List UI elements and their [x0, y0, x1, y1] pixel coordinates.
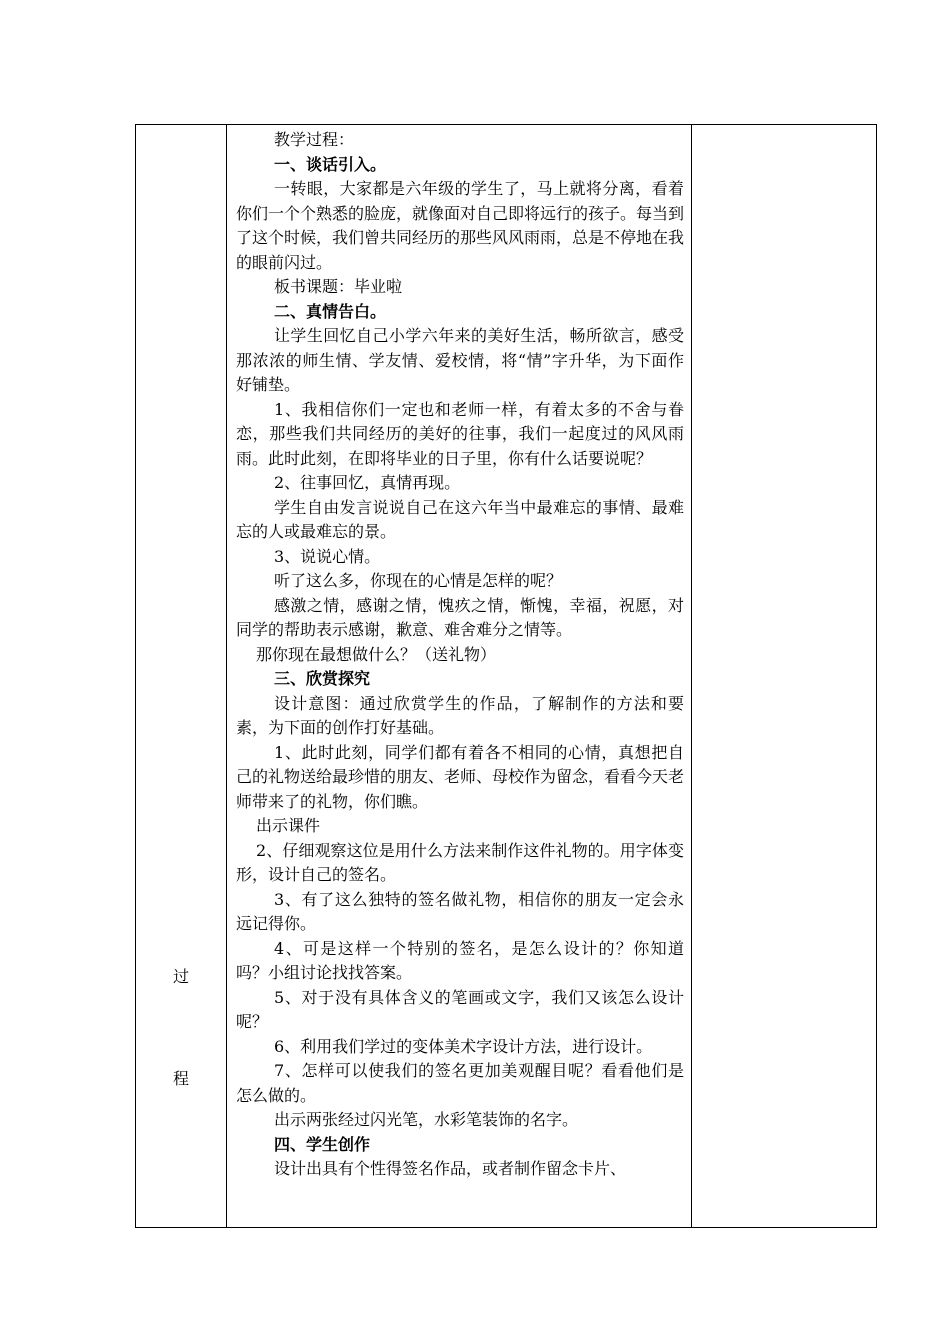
paragraph: 感激之情，感谢之情，愧疚之情，惭愧，幸福，祝愿，对同学的帮助表示感谢，歉意、难舍难分之情等。 [236, 595, 684, 639]
paragraph: 教学过程： [274, 130, 355, 149]
paragraph: 7、怎样可以使我们的签名更加美观醒目呢？看看他们是怎么做的。 [236, 1061, 684, 1105]
paragraph: 1、此时此刻，同学们都有着各不相同的心情，真想把自己的礼物送给最珍惜的朋友、老师、母校作为留念，看看今天老师带来了的礼物，你们瞧。 [236, 742, 685, 811]
paragraph: 5、对于没有具体含义的笔画或文字，我们又该怎么设计呢？ [236, 987, 684, 1031]
paragraph: 3、有了这么独特的签名做礼物，相信你的朋友一定会永远记得你。 [236, 889, 684, 933]
section-heading: 二、真情告白。 [274, 301, 387, 321]
side-label-char-1: 过 [172, 967, 189, 986]
paragraph: 6、利用我们学过的变体美术字设计方法，进行设计。 [274, 1036, 653, 1056]
section-heading: 四、学生创作 [274, 1134, 371, 1154]
section-heading: 一、谈话引入。 [274, 154, 387, 174]
paragraph: 2、仔细观察这位是用什么方法来制作这件礼物的。用字体变形，设计自己的签名。 [236, 840, 684, 884]
paragraph: 2、往事回忆，真情再现。 [274, 473, 461, 492]
side-label-char-2: 程 [172, 1069, 189, 1088]
paragraph: 4、可是这样一个特别的签名，是怎么设计的？你知道吗？小组讨论找找答案。 [236, 938, 684, 982]
section-heading: 三、欣赏探究 [274, 669, 371, 688]
paragraph: 学生自由发言说说自己在这六年当中最难忘的事情、最难忘的人或最难忘的景。 [236, 497, 684, 541]
paragraph: 3、说说心情。 [274, 546, 381, 566]
paragraph: 板书课题：毕业啦 [274, 277, 403, 296]
paragraph: 设计意图：通过欣赏学生的作品，了解制作的方法和要素，为下面的创作打好基础。 [236, 693, 684, 737]
paragraph: 让学生回忆自己小学六年来的美好生活，畅所欲言，感受那浓浓的师生情、学友情、爱校情，将“情”字升华，为下面作好铺垫。 [236, 326, 684, 394]
paragraph: 听了这么多，你现在的心情是怎样的呢？ [274, 571, 563, 590]
column-divider-right [691, 125, 692, 1227]
column-divider-left [226, 125, 227, 1227]
lesson-content [236, 128, 684, 1182]
paragraph: 1、我相信你们一定也和老师一样，有着太多的不舍与眷恋，那些我们共同经历的美好的往事，我们一起度过的风风雨雨。此时此刻，在即将毕业的日子里，你有什么话要说呢？ [236, 399, 684, 468]
paragraph: 那你现在最想做什么？（送礼物） [256, 644, 497, 664]
paragraph: 出示课件 [256, 816, 321, 835]
paragraph: 一转眼，大家都是六年级的学生了，马上就将分离，看着你们一个个熟悉的脸庞，就像面对自己即将远行的孩子。每当到了这个时候，我们曾共同经历的那些风风雨雨，总是不停地在我的眼前闪过。 [236, 179, 685, 272]
paragraph: 出示两张经过闪光笔，水彩笔装饰的名字。 [274, 1110, 579, 1129]
paragraph: 设计出具有个性得签名作品，或者制作留念卡片、 [274, 1159, 627, 1178]
